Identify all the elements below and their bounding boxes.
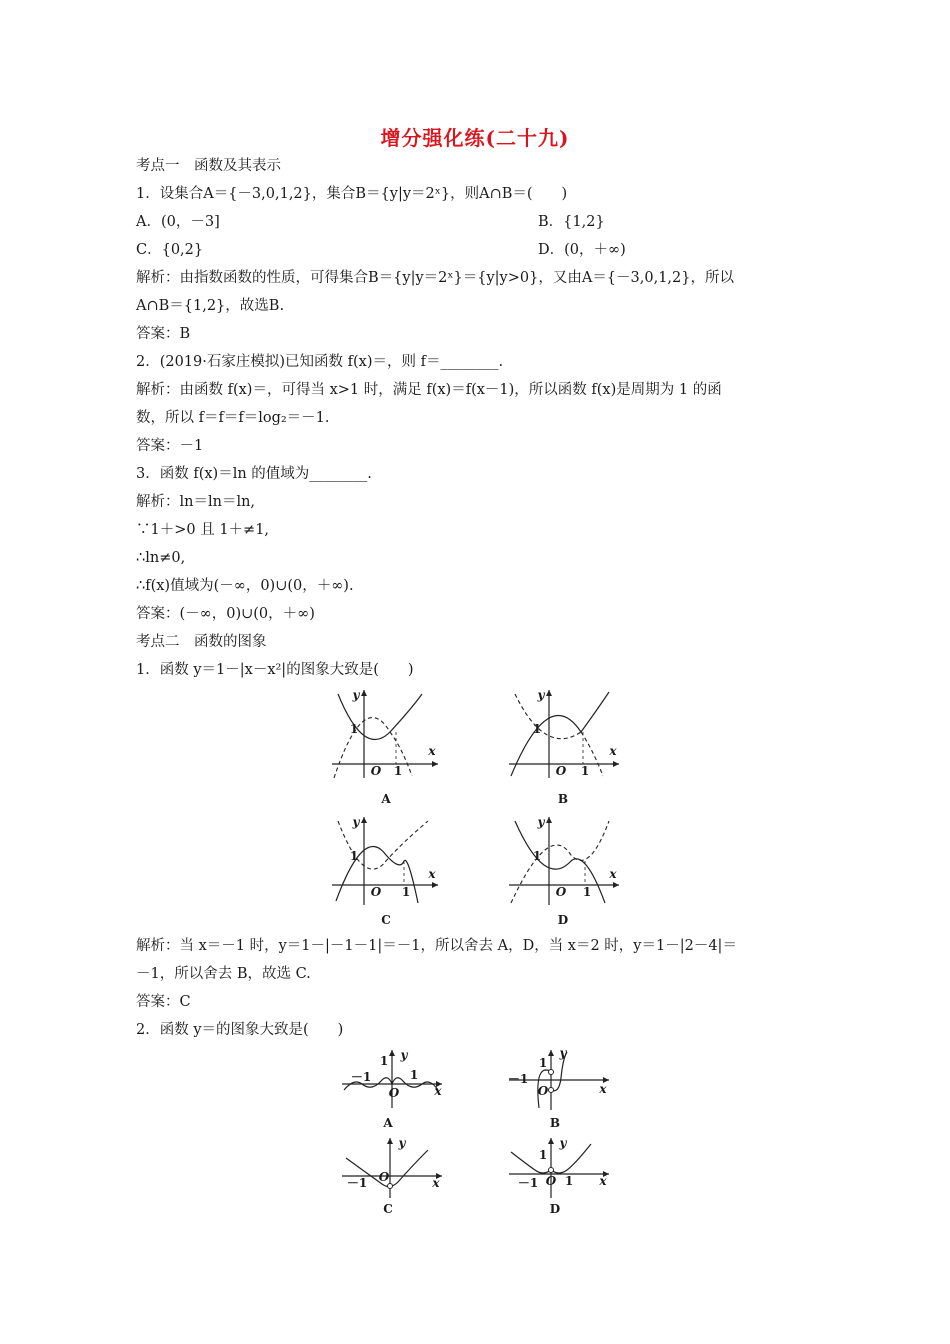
axis-y-label: y	[559, 1046, 567, 1060]
x-tick-neg: －1	[517, 1176, 539, 1190]
solution-1-3-c: ∴ln≠0,	[136, 550, 186, 566]
graph-label-b: B	[557, 792, 569, 806]
axis-x-label: x	[609, 744, 617, 758]
x-tick-1: 1	[401, 885, 411, 899]
origin-label: O	[555, 885, 567, 899]
origin-label: O	[370, 764, 382, 778]
graph-label-d: D	[557, 913, 569, 927]
answer-1-2: 答案：－1	[136, 438, 204, 454]
axis-x-label: x	[599, 1082, 607, 1096]
option-c: C．{0,2}	[136, 242, 204, 258]
answer-2-1: 答案：C	[136, 994, 191, 1010]
y-tick-1: 1	[538, 1056, 548, 1070]
origin-label: O	[555, 764, 567, 778]
origin-label: O	[378, 1170, 390, 1184]
question-1-3: 3．函数 f(x)＝ln 的值域为________.	[136, 466, 372, 482]
solution-1-2-a: 解析：由函数 f(x)＝，可得当 x>1 时，满足 f(x)＝f(x－1)，所以函数 f(x)是周期为 1 的函	[136, 382, 722, 398]
graph-label-a: A	[383, 1116, 393, 1130]
graph-label-b: B	[549, 1116, 561, 1130]
option-d: D．(0，＋∞)	[538, 242, 626, 258]
solution-1-2-b: 数，所以 f＝f＝f＝log₂＝－1.	[136, 410, 330, 426]
y-tick-1: 1	[538, 1148, 548, 1162]
question-1-2: 2．(2019·石家庄模拟)已知函数 f(x)＝，则 f＝________.	[136, 354, 504, 370]
graph-2-2-d	[505, 1136, 615, 1216]
x-tick-neg: －1	[350, 1070, 372, 1084]
solution-2-1-b: －1，所以舍去 B，故选 C.	[136, 966, 311, 982]
solution-1-1-a: 解析：由指数函数的性质，可得集合B＝{y|y＝2ˣ}＝{y|y>0}，又由A＝{－3,0,1,2}，所以	[136, 270, 734, 286]
section-heading-1: 考点一 函数及其表示	[136, 158, 281, 174]
page-title: 增分强化练(二十九)	[380, 126, 570, 150]
graph-2-1-c	[328, 815, 440, 927]
axis-y-label: y	[398, 1136, 406, 1150]
x-tick-pos: 1	[564, 1174, 574, 1188]
x-tick-neg: －1	[507, 1072, 529, 1086]
graph-2-1-b	[505, 688, 621, 806]
x-tick-1: 1	[580, 764, 590, 778]
origin-label: O	[388, 1086, 400, 1100]
graph-label-c: C	[383, 1202, 393, 1216]
solution-2-1-a: 解析：当 x＝－1 时，y＝1－|－1－1|＝－1，所以舍去 A，D，当 x＝2 时，y＝1－|2－4|＝	[136, 938, 737, 954]
graph-label-d: D	[549, 1202, 561, 1216]
axis-y-label: y	[537, 815, 545, 829]
axis-x-label: x	[428, 744, 436, 758]
axis-y-label: y	[559, 1136, 567, 1150]
axis-x-label: x	[428, 867, 436, 881]
axis-x-label: x	[434, 1084, 442, 1098]
answer-1-1: 答案：B	[136, 326, 191, 342]
graph-label-c: C	[381, 913, 391, 927]
y-tick-1: 1	[379, 1054, 389, 1068]
solution-1-3-b: ∵1＋>0 且 1＋≠1,	[136, 522, 270, 538]
question-1-1: 1．设集合A＝{－3,0,1,2}，集合B＝{y|y＝2ˣ}，则A∩B＝( )	[136, 186, 568, 202]
x-tick-1: 1	[393, 764, 403, 778]
origin-label: O	[545, 1174, 557, 1188]
axis-x-label: x	[432, 1176, 440, 1190]
axis-y-label: y	[400, 1048, 408, 1062]
question-2-2: 2．函数 y＝的图象大致是( )	[136, 1022, 344, 1038]
axis-y-label: y	[352, 688, 360, 702]
solution-1-3-a: 解析：ln＝ln＝ln,	[136, 494, 256, 510]
y-tick-1: 1	[532, 849, 542, 863]
y-tick-1: 1	[532, 722, 542, 736]
graph-2-1-a	[328, 688, 440, 806]
solution-1-1-b: A∩B＝{1,2}，故选B.	[136, 298, 285, 314]
section-heading-2: 考点二 函数的图象	[136, 634, 267, 650]
question-2-1: 1．函数 y＝1－|x－x²|的图象大致是( )	[136, 662, 414, 678]
axis-y-label: y	[352, 815, 360, 829]
solution-1-3-d: ∴f(x)值域为(－∞，0)∪(0，＋∞).	[136, 578, 354, 594]
graph-label-a: A	[381, 792, 391, 806]
graph-2-1-d	[505, 815, 621, 927]
x-tick-pos: 1	[409, 1068, 419, 1082]
axis-x-label: x	[599, 1174, 607, 1188]
graph-2-2-b	[505, 1046, 615, 1130]
axis-y-label: y	[537, 688, 545, 702]
y-tick-1: 1	[349, 849, 359, 863]
option-b: B．{1,2}	[538, 214, 605, 230]
x-tick-1: 1	[582, 885, 592, 899]
origin-label: O	[537, 1084, 549, 1098]
x-tick-neg: －1	[346, 1176, 368, 1190]
answer-1-3: 答案：(－∞，0)∪(0，＋∞)	[136, 606, 315, 622]
axis-x-label: x	[609, 867, 617, 881]
option-a: A．(0，－3]	[136, 214, 220, 230]
y-tick-1: 1	[349, 722, 359, 736]
origin-label: O	[370, 885, 382, 899]
graph-2-2-a	[338, 1048, 448, 1130]
graph-2-2-c	[338, 1136, 448, 1216]
